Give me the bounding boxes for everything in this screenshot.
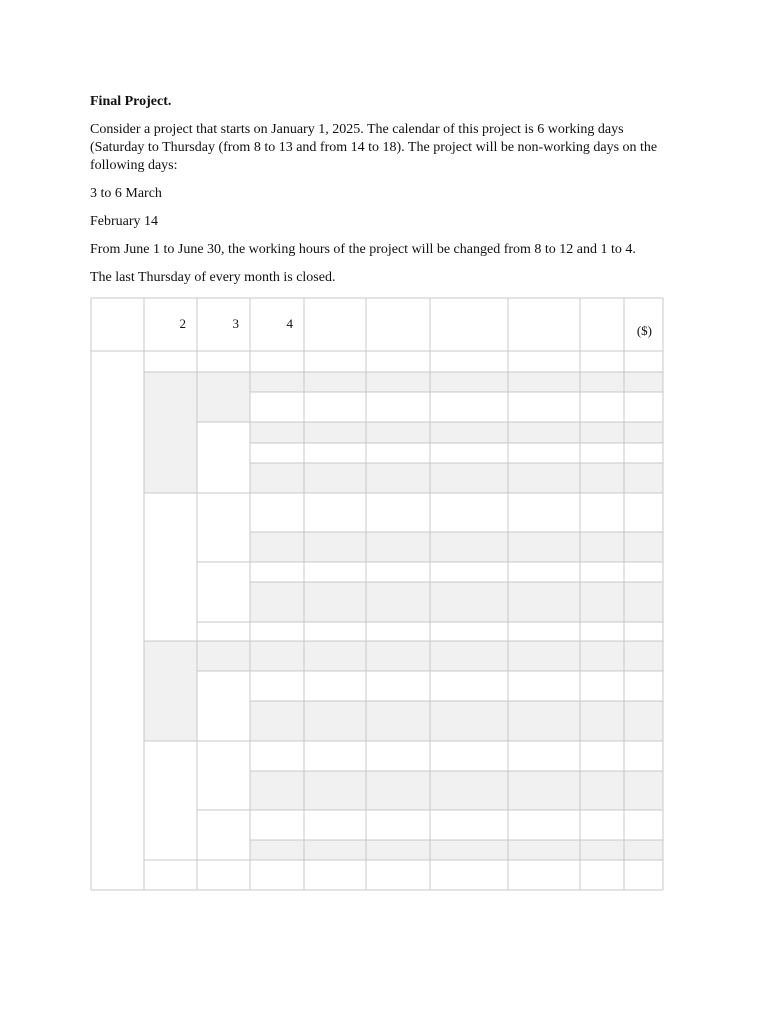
header-cell-cost: ($): [636, 323, 652, 338]
shaded-cell: [144, 372, 197, 493]
nonworking-february: February 14: [90, 214, 159, 229]
shaded-cell: [250, 532, 663, 562]
shaded-cell: [197, 372, 250, 422]
header-cell-4: 4: [286, 316, 293, 331]
shaded-cell: [197, 641, 663, 671]
table-gridlines: [91, 298, 663, 890]
june-hours-paragraph: From June 1 to June 30, the working hours of the project will be changed from 8 to 12 and 1 to 4.: [90, 242, 636, 257]
intro-paragraph: Consider a project that starts on January 1, 2025. The calendar of this project is 6 working days (Saturday to Thursday (from 8 to 13 and from 14 to 18). The project will be non-working days on the following days:: [90, 122, 658, 173]
document-title: Final Project.: [90, 94, 172, 109]
shaded-cell: [250, 771, 663, 810]
nonworking-march: 3 to 6 March: [90, 186, 162, 201]
table-shading: [144, 372, 663, 860]
shaded-cell: [250, 701, 663, 741]
shaded-cell: [250, 422, 663, 443]
shaded-cell: [250, 582, 663, 622]
shaded-cell: [144, 641, 197, 741]
header-cell-2: 2: [179, 316, 186, 331]
shaded-cell: [250, 463, 663, 493]
header-cell-3: 3: [232, 316, 239, 331]
shaded-cell: [250, 372, 663, 392]
shaded-cell: [250, 840, 663, 860]
thursday-closed-paragraph: The last Thursday of every month is closed.: [90, 270, 336, 285]
